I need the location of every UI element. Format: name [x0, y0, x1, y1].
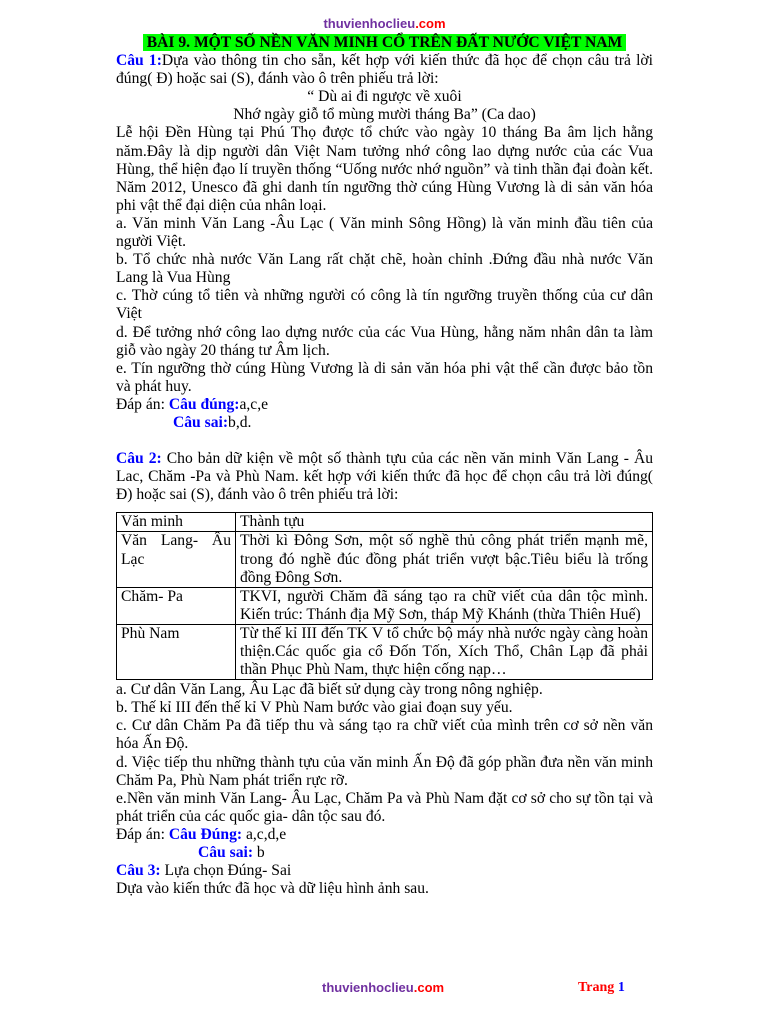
q2-option-a: a. Cư dân Văn Lang, Âu Lạc đã biết sử dụng cày trong nông nghiệp.	[116, 681, 543, 699]
q2-intro: Câu 2: Cho bản dữ kiện về một số thành tựu của các nền văn minh Văn Lang - Âu Lac, Chăm -Pa và Phù Nam. kết hợp với kiến thức đã học để chọn câu trả lời đúng( Đ) hoặc sai (S), đánh vào ô trên phiếu trả lời:	[116, 450, 653, 504]
q3-label: Câu 3:	[116, 862, 161, 880]
table-cell: Từ thế kỉ III đến TK V tổ chức bộ máy nhà nước ngày càng hoàn thiện.Các quốc gia cổ Đốn Tốn, Xích Thổ, Chân Lạp đã phải thần Phục Phù Nam, thực hiện cống nạp…	[236, 624, 653, 679]
q2-answer: Đáp án: Câu Đúng: a,c,d,e	[116, 825, 287, 843]
table-cell: Phù Nam	[117, 624, 236, 679]
table-cell: Chăm- Pa	[117, 587, 236, 624]
table-cell: Văn Lang- Âu Lạc	[117, 532, 236, 587]
site-header[interactable]	[116, 14, 653, 34]
q1-label: Câu 1:	[116, 52, 162, 70]
q2-option-c: c. Cư dân Chăm Pa đã tiếp thu và sáng tạo ra chữ viết của mình trên cơ sở nền văn hóa Ấn Độ.	[116, 717, 653, 753]
q1-option-d: d. Để tưởng nhớ công lao dựng nước của các Vua Hùng, hằng năm nhân dân ta làm giỗ vào ngày 20 tháng tư Âm lịch.	[116, 323, 653, 359]
table-row	[117, 587, 653, 624]
document-page	[116, 14, 653, 898]
site-domain: .com	[415, 16, 446, 31]
q1-poem-line-2: Nhớ ngày giỗ tổ mùng mười tháng Ba” (Ca dao)	[233, 106, 536, 124]
q1-poem-line-1: “ Dù ai đi ngược về xuôi	[307, 88, 462, 106]
q3-line: Dựa vào kiến thức đã học và dữ liệu hình ảnh sau.	[116, 880, 429, 898]
q1-context: Lễ hội Đền Hùng tại Phú Thọ được tổ chức vào ngày 10 tháng Ba âm lịch hằng năm.Đây là dịp người dân Việt Nam tưởng nhớ công lao dựng nước của các Vua Hùng, thể hiện đạo lí truyền thống “Uống nước nhớ nguồn” và tinh thần đại đoàn kết. Năm 2012, Unesco đã ghi danh tín ngưỡng thờ cúng Hùng Vương là di sản văn hóa phi vật thể đại diện của nhân loại.	[116, 124, 653, 214]
table-row	[117, 532, 653, 587]
q1-answer: Đáp án: Câu đúng:a,c,e	[116, 395, 269, 413]
table-header-cell: Thành tựu	[236, 513, 653, 532]
footer-site-link[interactable]: thuvienhoclieu.com	[322, 980, 445, 995]
q1-wrong: Câu sai:b,d.	[173, 413, 252, 431]
q1-intro: Câu 1:Dựa vào thông tin cho sẵn, kết hợp với kiến thức đã học để chọn câu trả lời đúng( Đ) hoặc sai (S), đánh vào ô trên phiếu trả lời:	[116, 52, 653, 88]
q2-wrong: Câu sai: b	[198, 844, 265, 862]
lesson-title: BÀI 9. MỘT SỐ NỀN VĂN MINH CỔ TRÊN ĐẤT NƯỚC VIỆT NAM	[143, 34, 627, 51]
q2-option-d: d. Việc tiếp thu những thành tựu của văn minh Ấn Độ đã góp phần đưa nền văn minh Chăm Pa, Phù Nam phát triển rực rỡ.	[116, 753, 653, 789]
q2-option-e: e.Nền văn minh Văn Lang- Âu Lạc, Chăm Pa và Phù Nam đặt cơ sở cho sự tồn tại và phát triển của các quốc gia- dân tộc sau đó.	[116, 789, 653, 825]
table-header-cell: Văn minh	[117, 513, 236, 532]
q1-option-c: c. Thờ cúng tổ tiên và những người có công là tín ngưỡng truyền thống của cư dân Việt	[116, 287, 653, 323]
page-footer	[0, 980, 768, 1000]
q1-option-e: e. Tín ngưỡng thờ cúng Hùng Vương là di sản văn hóa phi vật thể cần được bảo tồn và phát huy.	[116, 359, 653, 395]
achievements-table	[116, 512, 653, 680]
table-cell: Thời kì Đông Sơn, một số nghề thủ công phát triển mạnh mẽ, trong đó nghề đúc đồng phát triển vượt bậc.Tiêu biểu là trống đồng Đông Sơn.	[236, 532, 653, 587]
q1-option-b: b. Tổ chức nhà nước Văn Lang rất chặt chẽ, hoàn chỉnh .Đứng đầu nhà nước Văn Lang là Vua Hùng	[116, 251, 653, 287]
table-cell: TKVI, người Chăm đã sáng tạo ra chữ viết của dân tộc mình. Kiến trúc: Thánh địa Mỹ Sơn, tháp Mỹ Khánh (thừa Thiên Huế)	[236, 587, 653, 624]
q3-heading: Câu 3: Lựa chọn Đúng- Sai	[116, 862, 292, 880]
table-header-row	[117, 513, 653, 532]
q1-option-a: a. Văn minh Văn Lang -Âu Lạc ( Văn minh Sông Hồng) là văn minh đầu tiên của người Việt.	[116, 214, 653, 251]
page-number: Trang 1	[578, 980, 625, 995]
site-name: thuvienhoclieu	[323, 16, 416, 31]
table-row	[117, 624, 653, 679]
q2-option-b: b. Thế kỉ III đến thế kỉ V Phù Nam bước vào giai đoạn suy yếu.	[116, 699, 513, 717]
lesson-title-wrap	[116, 34, 653, 52]
q2-label: Câu 2:	[116, 450, 162, 468]
